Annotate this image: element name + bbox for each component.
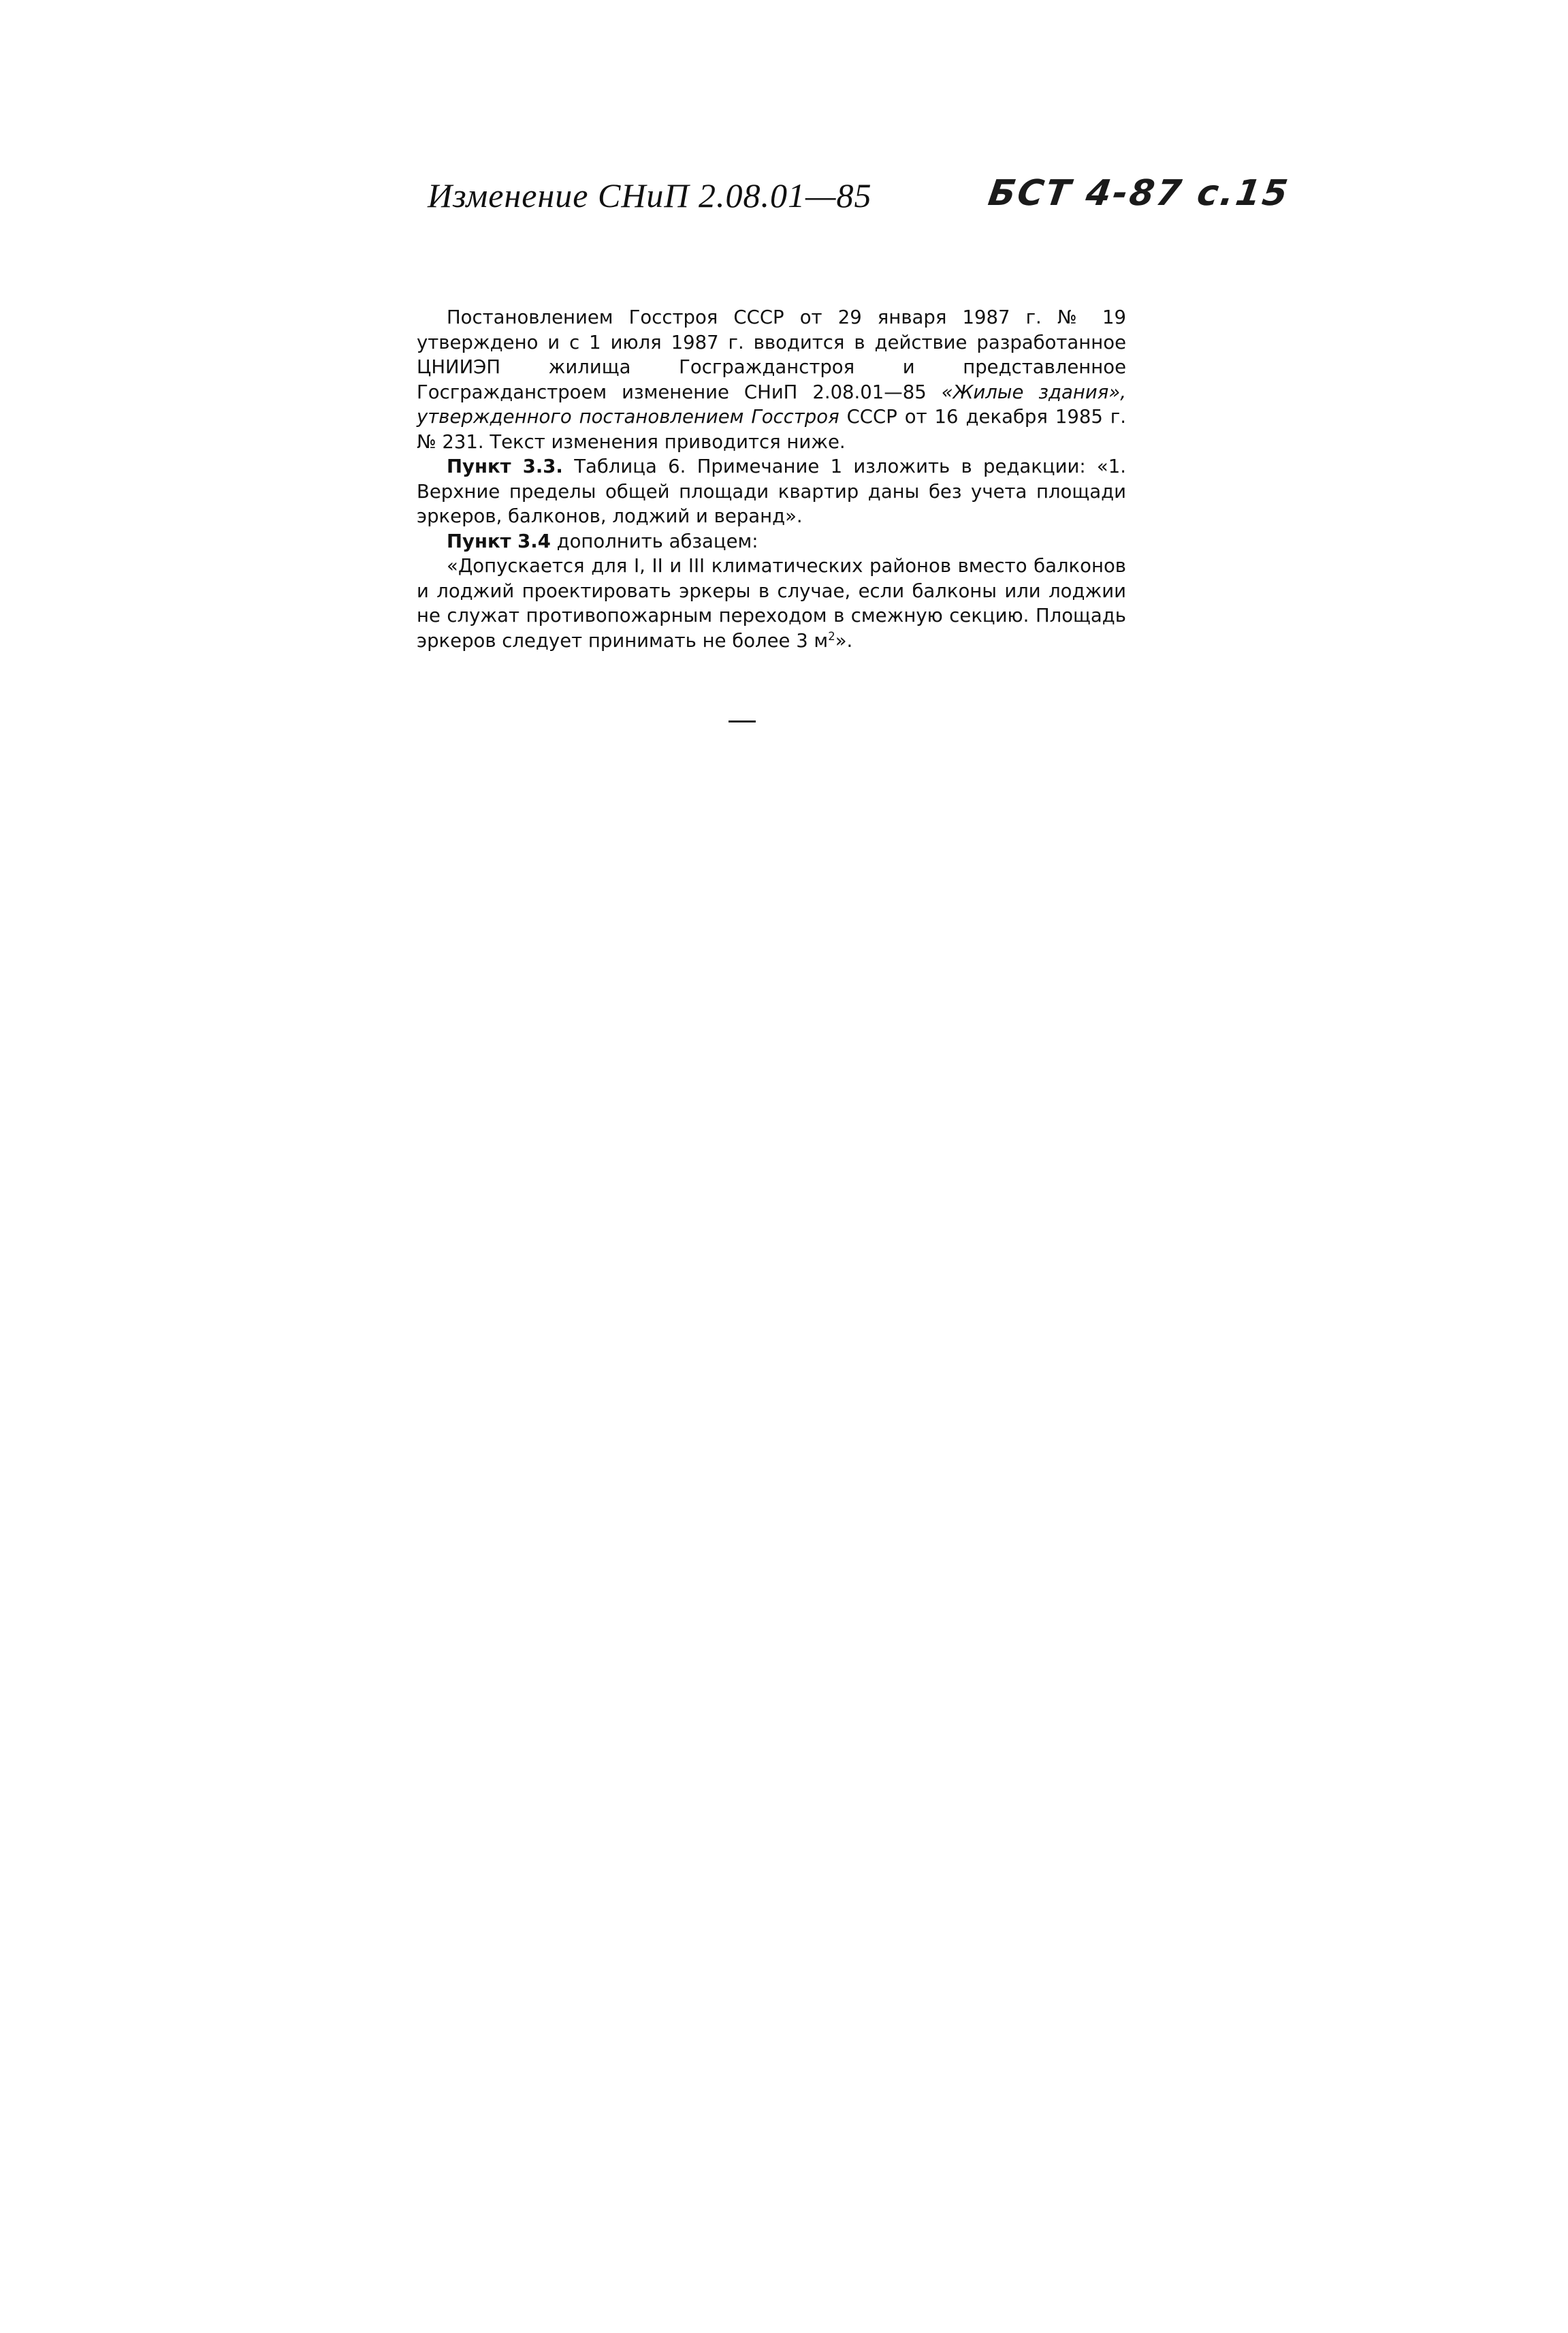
item-3-4-text: дополнить абзацем: — [550, 530, 758, 552]
resolution-text: Постановлением Госстроя СССР от 29 января 1987 г. № 19 утверждено и с 1 июля 1987 г. вводится в действие разработанное ЦНИИЭП жилища Госгражданстроя и представленное Госгражданстроем изменение СНиП 2.08.01—85 — [417, 306, 1126, 403]
paragraph-bay-windows — [417, 554, 1126, 653]
paragraph-item-3-3 — [417, 454, 1126, 529]
document-body — [417, 305, 1126, 653]
bay-windows-text: «Допускается для I, II и III климатических районов вместо балконов и лоджий проектировать эркеры в случае, если балконы или лоджии не служат противопожарным переходом в смежную секцию. Площадь эркеров следует принимать не более 3 м — [417, 555, 1126, 652]
resolution-italic-text: «Жилые здания», утвержденного постановлением Госстроя — [417, 381, 1126, 428]
resolution-text-end: СССР от 16 декабря 1985 г. № 231. Текст изменения приводится ниже. — [417, 406, 1126, 453]
item-3-4-lead: Пункт 3.4 — [447, 530, 551, 552]
superscript-two: 2 — [828, 629, 835, 643]
document-title: Изменение СНиП 2.08.01—85 — [428, 176, 872, 215]
end-of-text-dash — [729, 720, 756, 723]
paragraph-item-3-4 — [417, 529, 1126, 554]
bay-windows-end: ». — [835, 629, 853, 652]
item-3-3-lead: Пункт 3.3. — [447, 456, 563, 477]
handwritten-reference: БСТ 4-87 с.15 — [985, 173, 1292, 214]
paragraph-resolution — [417, 305, 1126, 454]
item-3-3-text: Таблица 6. Примечание 1 изложить в редакции: «1. Верхние пределы общей площади квартир даны без учета площади эркеров, балконов, лоджий и веранд». — [417, 456, 1126, 527]
